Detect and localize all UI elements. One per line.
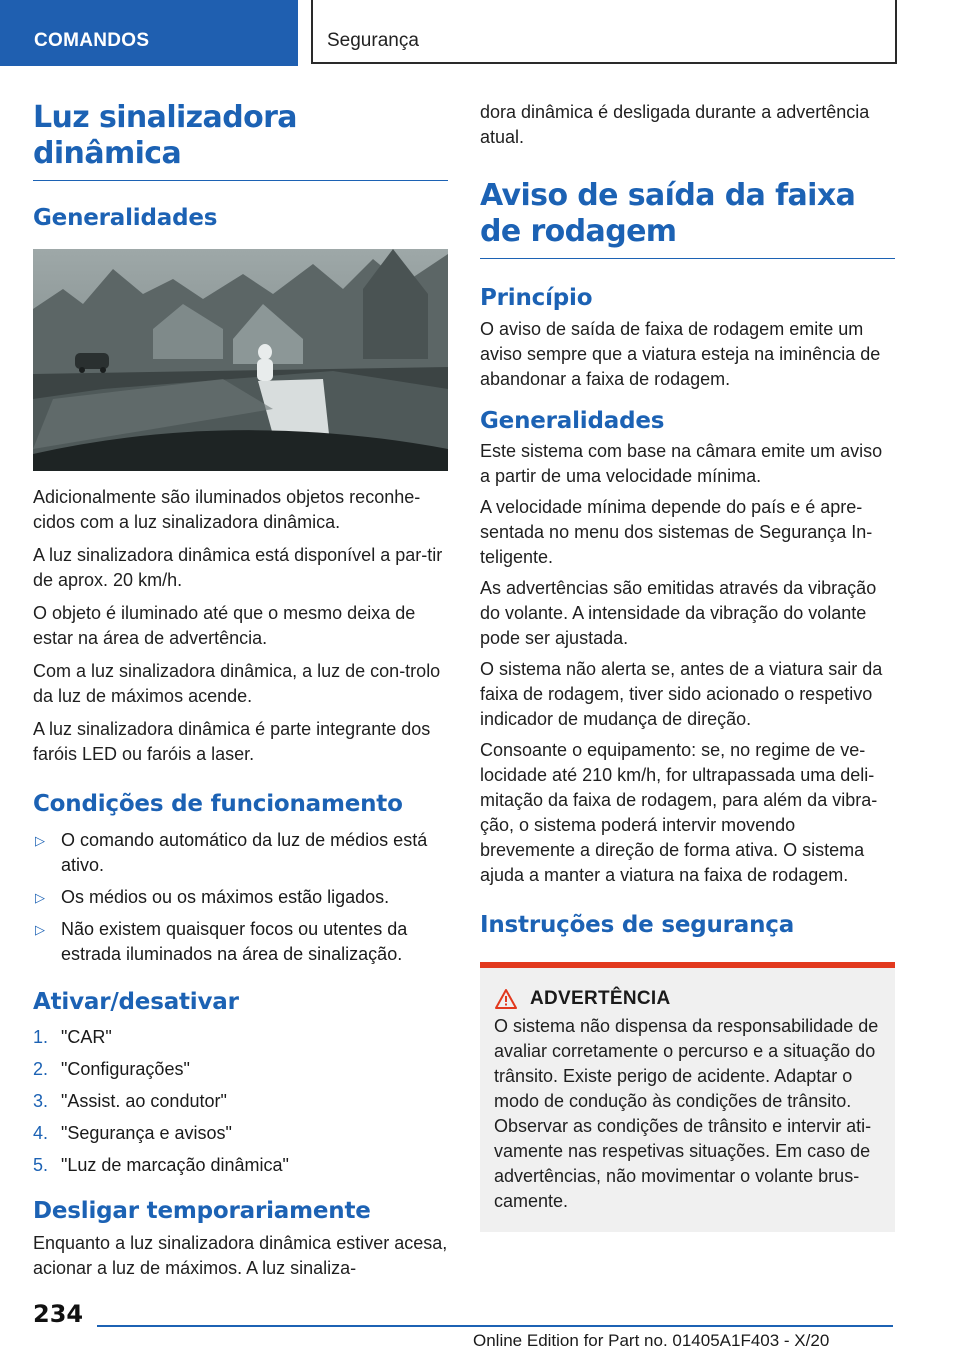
triangle-bullet-icon: ▷ [35, 833, 45, 849]
paragraph: O sistema não alerta se, antes de a viatura sair da faixa de rodagem, tiver sido acionado o respetivo indicador de mudança de direção. [480, 659, 883, 730]
paragraph: O aviso de saída de faixa de rodagem emite um aviso sempre que a viatura esteja na iminência de abandonar a faixa de rodagem. [480, 318, 881, 389]
night-road-illustration-svg [33, 249, 448, 471]
step-text: "Assist. ao condutor" [61, 1090, 227, 1111]
chapter-label: Segurança [327, 30, 419, 51]
warning-triangle-icon [494, 988, 518, 1010]
list-item-text: O comando automático da luz de médios está ativo. [61, 830, 428, 876]
warning-header [494, 988, 881, 1010]
list-item-text: Os médios ou os máximos estão ligados. [61, 887, 390, 908]
step-item [33, 1121, 448, 1146]
paragraph: A luz sinalizadora dinâmica é parte integrante dos faróis LED ou faróis a laser. [33, 718, 431, 764]
paragraph-continuation: dora dinâmica é desligada durante a advertência atual. [480, 102, 870, 147]
left-column [33, 100, 448, 1281]
section-tab [0, 0, 298, 66]
heading-principio: Princípio [480, 285, 593, 311]
paragraph: Adicionalmente são iluminados objetos reconhe-cidos com a luz sinalizadora dinâmica. [33, 486, 421, 532]
heading-generalidades-right: Generalidades [480, 407, 665, 434]
paragraph: A luz sinalizadora dinâmica está disponível a par-tir de aprox. 20 km/h. [33, 544, 443, 590]
step-text: "Configurações" [61, 1058, 190, 1079]
heading-instrucoes: Instruções de segurança [480, 912, 795, 939]
edition-text: Online Edition for Part no. 01405A1F403 - X/20 [473, 1331, 830, 1350]
paragraph: As advertências são emitidas através da vibração do volante. A intensidade da vibração do volante pode ser ajustada. [480, 578, 877, 649]
step-text: "CAR" [61, 1026, 112, 1047]
paragraph: Consoante o equipamento: se, no regime de ve-locidade até 210 km/h, for ultrapassada uma deli-mitação da faixa de rodagem, para além da vibra-ção, o sistema poderá intervir movendo brevemente a direção de forma ativa. O sistema ajuda a manter a viatura na faixa de rodagem. [480, 740, 878, 886]
step-number: 4. [33, 1122, 49, 1143]
heading-desligar: Desligar temporariamente [33, 1197, 371, 1224]
step-item [33, 1153, 448, 1178]
paragraph: A velocidade mínima depende do país e é apre-sentada no menu dos sistemas de Segurança In-teligente. [480, 497, 873, 568]
list-item [33, 828, 448, 878]
triangle-bullet-icon: ▷ [35, 922, 45, 938]
paragraph: Com a luz sinalizadora dinâmica, a luz de con-trolo da luz de máximos acende. [33, 660, 441, 706]
section-title-lane-departure: Aviso de saída da faixa de rodagem [480, 178, 895, 259]
warning-box [480, 962, 895, 1232]
page-header [0, 0, 960, 66]
generalidades-body [33, 485, 448, 767]
heading-ativar: Ativar/desativar [33, 989, 239, 1016]
list-item-text: Não existem quaisquer focos ou utentes da estrada iluminados na área de sinalização. [61, 919, 408, 965]
step-item [33, 1025, 448, 1050]
paragraph: O objeto é iluminado até que o mesmo deixa de estar na área de advertência. [33, 602, 416, 648]
page-number: 234 [33, 1300, 84, 1328]
right-column [480, 100, 895, 1232]
step-text: "Luz de marcação dinâmica" [61, 1154, 289, 1175]
heading-condicoes: Condições de funcionamento [33, 790, 403, 817]
step-item [33, 1057, 448, 1082]
triangle-bullet-icon: ▷ [35, 890, 45, 906]
step-number: 3. [33, 1090, 49, 1111]
generalidades-right-body [480, 439, 895, 888]
step-number: 2. [33, 1058, 49, 1079]
chapter-tab [311, 0, 897, 64]
section-label: COMANDOS [34, 30, 150, 51]
step-item [33, 1089, 448, 1114]
conditions-list [33, 828, 448, 967]
step-number: 5. [33, 1154, 49, 1175]
heading-generalidades: Generalidades [33, 205, 218, 231]
step-number: 1. [33, 1026, 49, 1047]
activation-steps [33, 1025, 448, 1178]
warning-text: O sistema não dispensa da responsabilidade de avaliar corretamente o percurso e a situação do trânsito. Existe perigo de acidente. Adaptar o modo de condução às condições de trânsito. Observar as condições de trânsito e intervir ati-vamente nas respetivas situações. Em caso de advertências, não movimentar o volante brus-camente. [494, 1015, 879, 1211]
warning-title: ADVERTÊNCIA [530, 987, 671, 1009]
section-title-dynamic-light: Luz sinalizadora dinâmica [33, 100, 448, 181]
night-road-illustration [33, 249, 448, 471]
step-text: "Segurança e avisos" [61, 1122, 232, 1143]
footer-divider [97, 1325, 893, 1327]
paragraph: Enquanto a luz sinalizadora dinâmica estiver acesa, acionar a luz de máximos. A luz sinaliza- [33, 1233, 448, 1279]
list-item [33, 885, 448, 910]
paragraph: Este sistema com base na câmara emite um aviso a partir de uma velocidade mínima. [480, 441, 883, 487]
list-item [33, 917, 448, 967]
